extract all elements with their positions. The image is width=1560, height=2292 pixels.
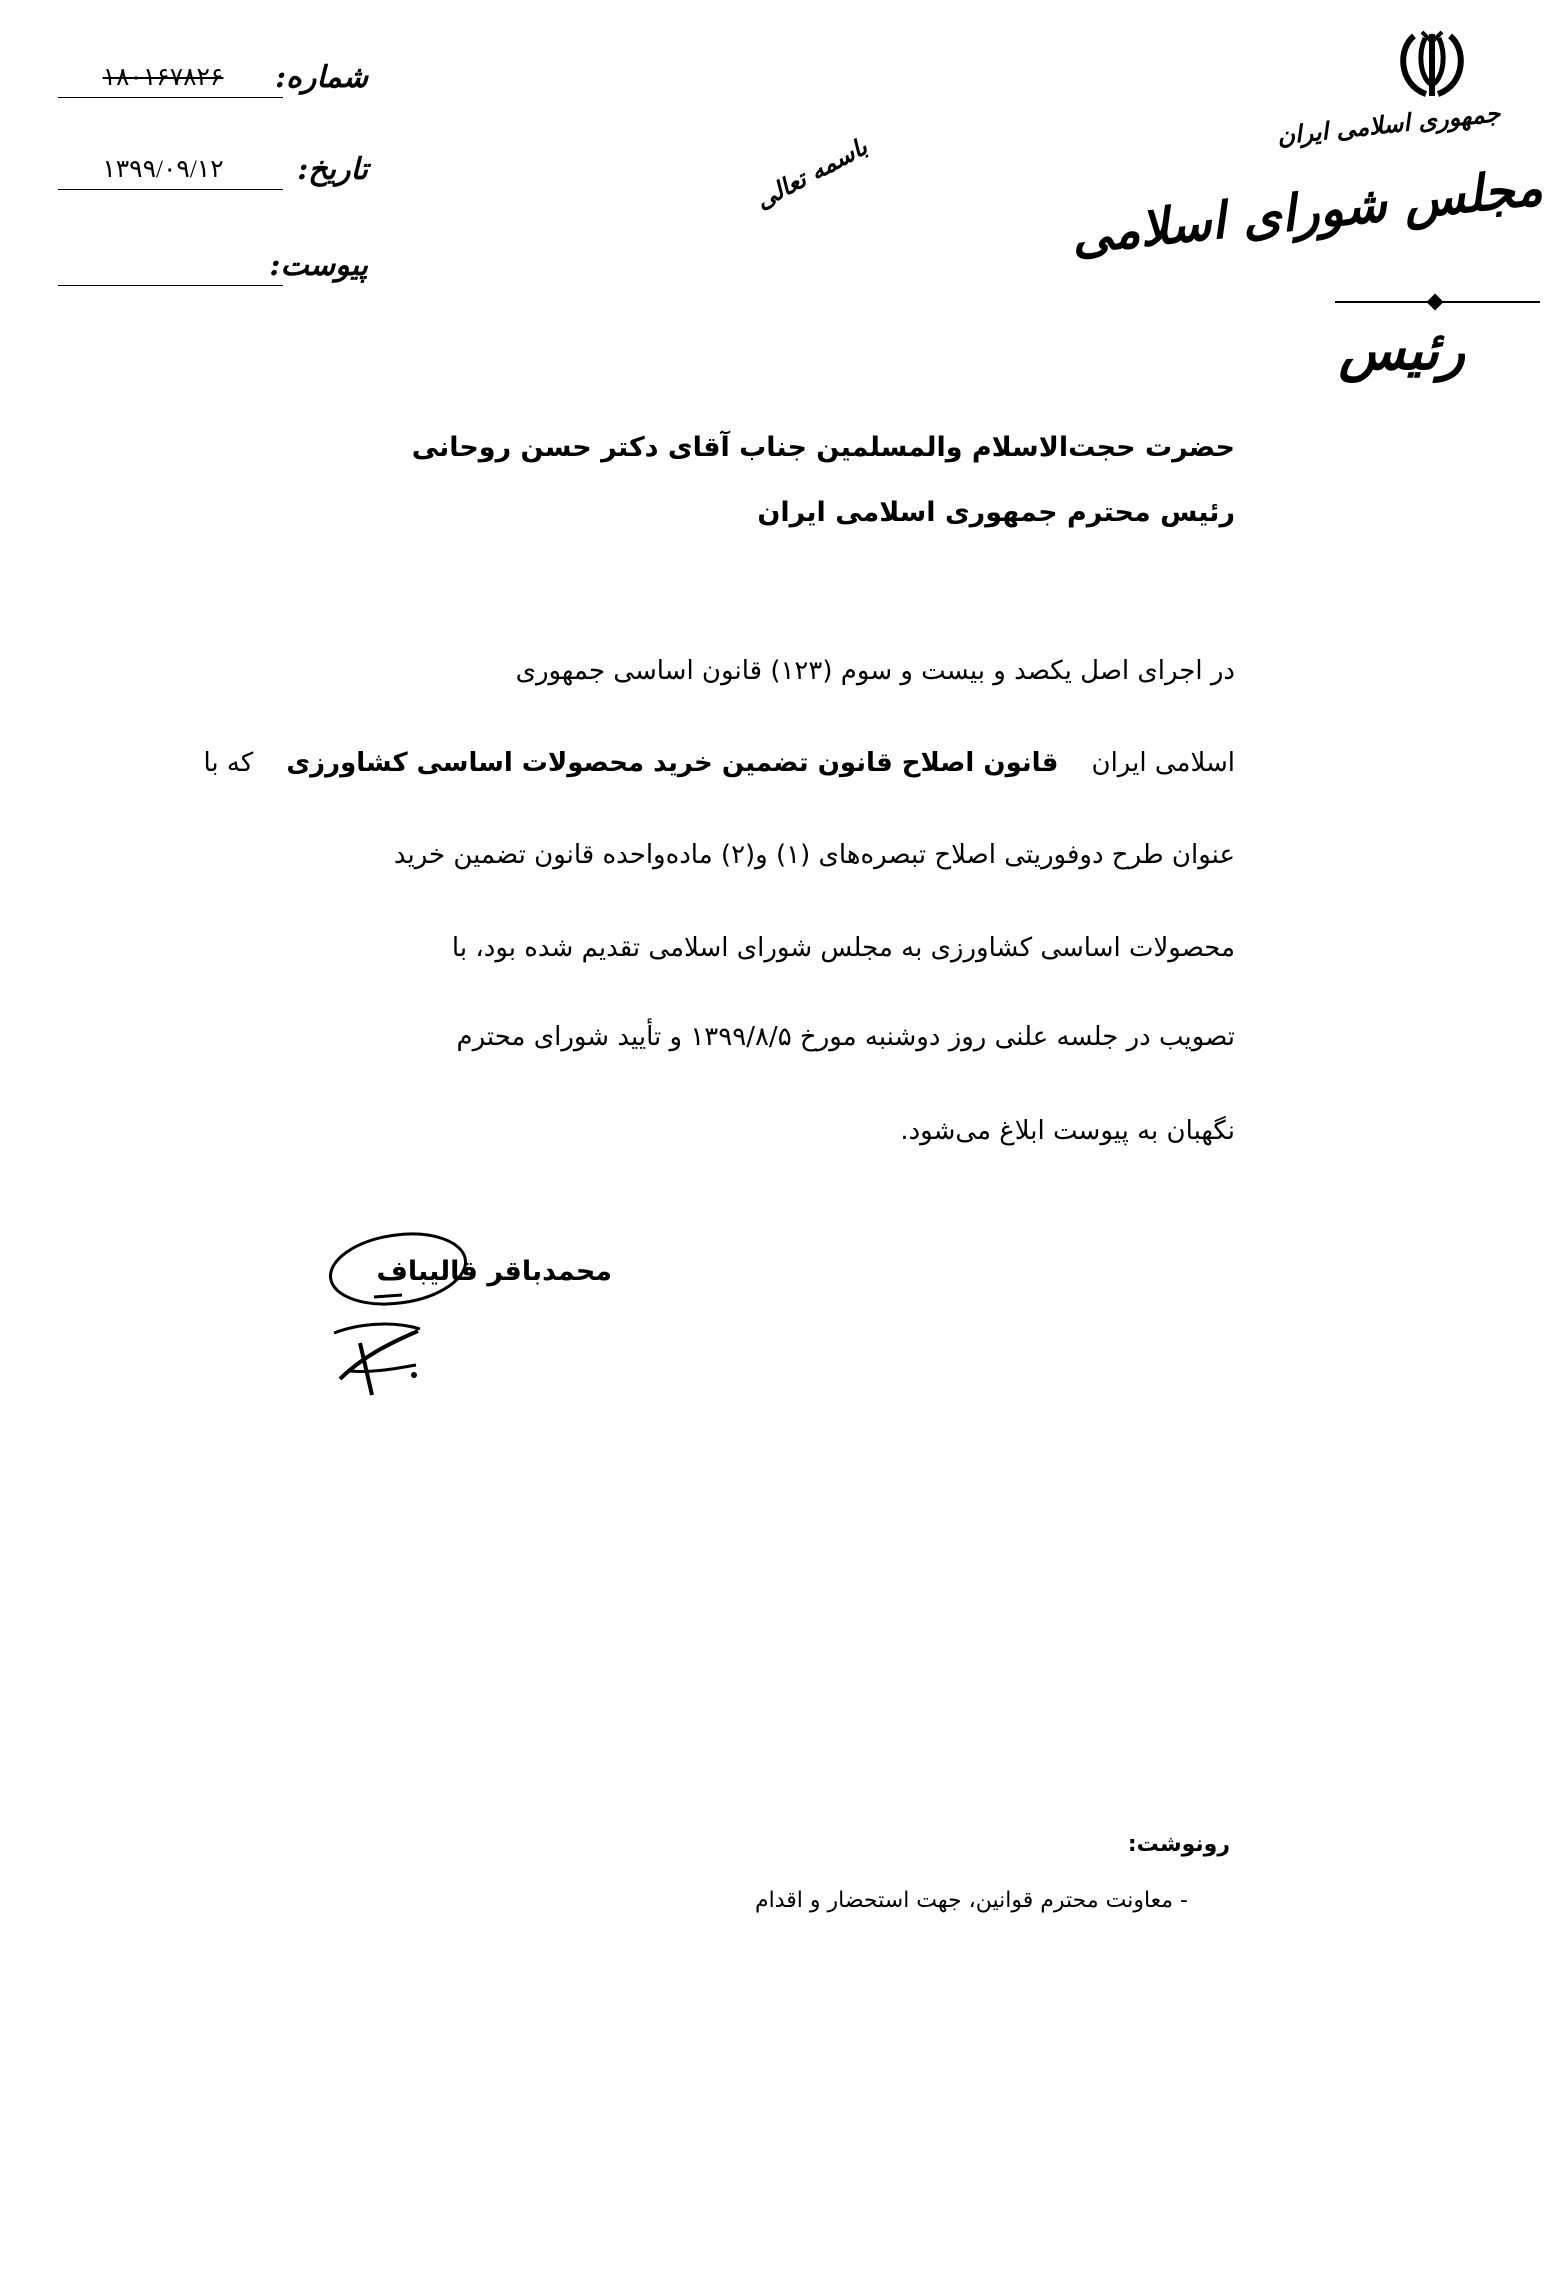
signatory-name: محمدباقر قالیباف bbox=[376, 1256, 612, 1287]
cc-item: - معاونت محترم قوانین، جهت استحضار و اقدام bbox=[755, 1888, 1188, 1913]
invocation-text: باسمه تعالی bbox=[750, 131, 872, 215]
iran-emblem-icon bbox=[1392, 28, 1472, 108]
body-line-1: در اجرای اصل یکصد و بیست و سوم (۱۲۳) قانون اساسی جمهوری bbox=[515, 656, 1235, 686]
attachment-label: پیوست: bbox=[269, 248, 368, 283]
letter-number-value: ۱۸۰۱۶۷۸۲۶ bbox=[102, 64, 224, 91]
body-line-2-post: که با bbox=[203, 748, 254, 778]
letter-number-row bbox=[58, 60, 368, 100]
letter-date-line bbox=[58, 189, 283, 190]
letter-date-label: تاریخ: bbox=[297, 152, 368, 187]
body-line-4: محصولات اساسی کشاورزی به مجلس شورای اسلامی تقدیم شده بود، با bbox=[451, 933, 1235, 963]
emblem-title-text: رئیس bbox=[1338, 318, 1465, 382]
recipient-line-1: حضرت حجت‌الاسلام والمسلمین جناب آقای دکتر حسن روحانی bbox=[411, 432, 1235, 463]
handwritten-signature bbox=[320, 1225, 470, 1400]
body-line-2 bbox=[203, 748, 1235, 778]
body-line-3: عنوان طرح دوفوریتی اصلاح تبصره‌های (۱) و(۲) ماده‌واحده قانون تضمین خرید bbox=[393, 840, 1235, 870]
attachment-row bbox=[58, 248, 368, 288]
cc-title: رونوشت: bbox=[1127, 1832, 1230, 1857]
recipient-line-2: رئیس محترم جمهوری اسلامی ایران bbox=[757, 497, 1235, 528]
law-title: قانون اصلاح قانون تضمین خرید محصولات اساسی کشاورزی bbox=[286, 748, 1059, 778]
invocation-calligraphy bbox=[745, 100, 872, 215]
emblem-divider bbox=[1335, 300, 1540, 304]
attachment-line bbox=[58, 285, 283, 286]
body-line-6: نگهبان به پیوست ابلاغ می‌شود. bbox=[900, 1116, 1235, 1146]
letter-date-value: ۱۳۹۹/۰۹/۱۲ bbox=[102, 156, 224, 183]
letter-number-label: شماره: bbox=[275, 60, 368, 95]
emblem-country-text: جمهوری اسلامی ایران bbox=[1275, 98, 1502, 151]
emblem-organization-text: مجلس شورای اسلامی bbox=[1068, 157, 1546, 266]
letter-date-row bbox=[58, 152, 368, 192]
body-line-5: تصویب در جلسه علنی روز دوشنبه مورخ ۱۳۹۹/۸/۵ و تأیید شورای محترم bbox=[456, 1022, 1235, 1052]
letter-number-line bbox=[58, 97, 283, 98]
body-line-2-pre: اسلامی ایران bbox=[1091, 748, 1235, 778]
